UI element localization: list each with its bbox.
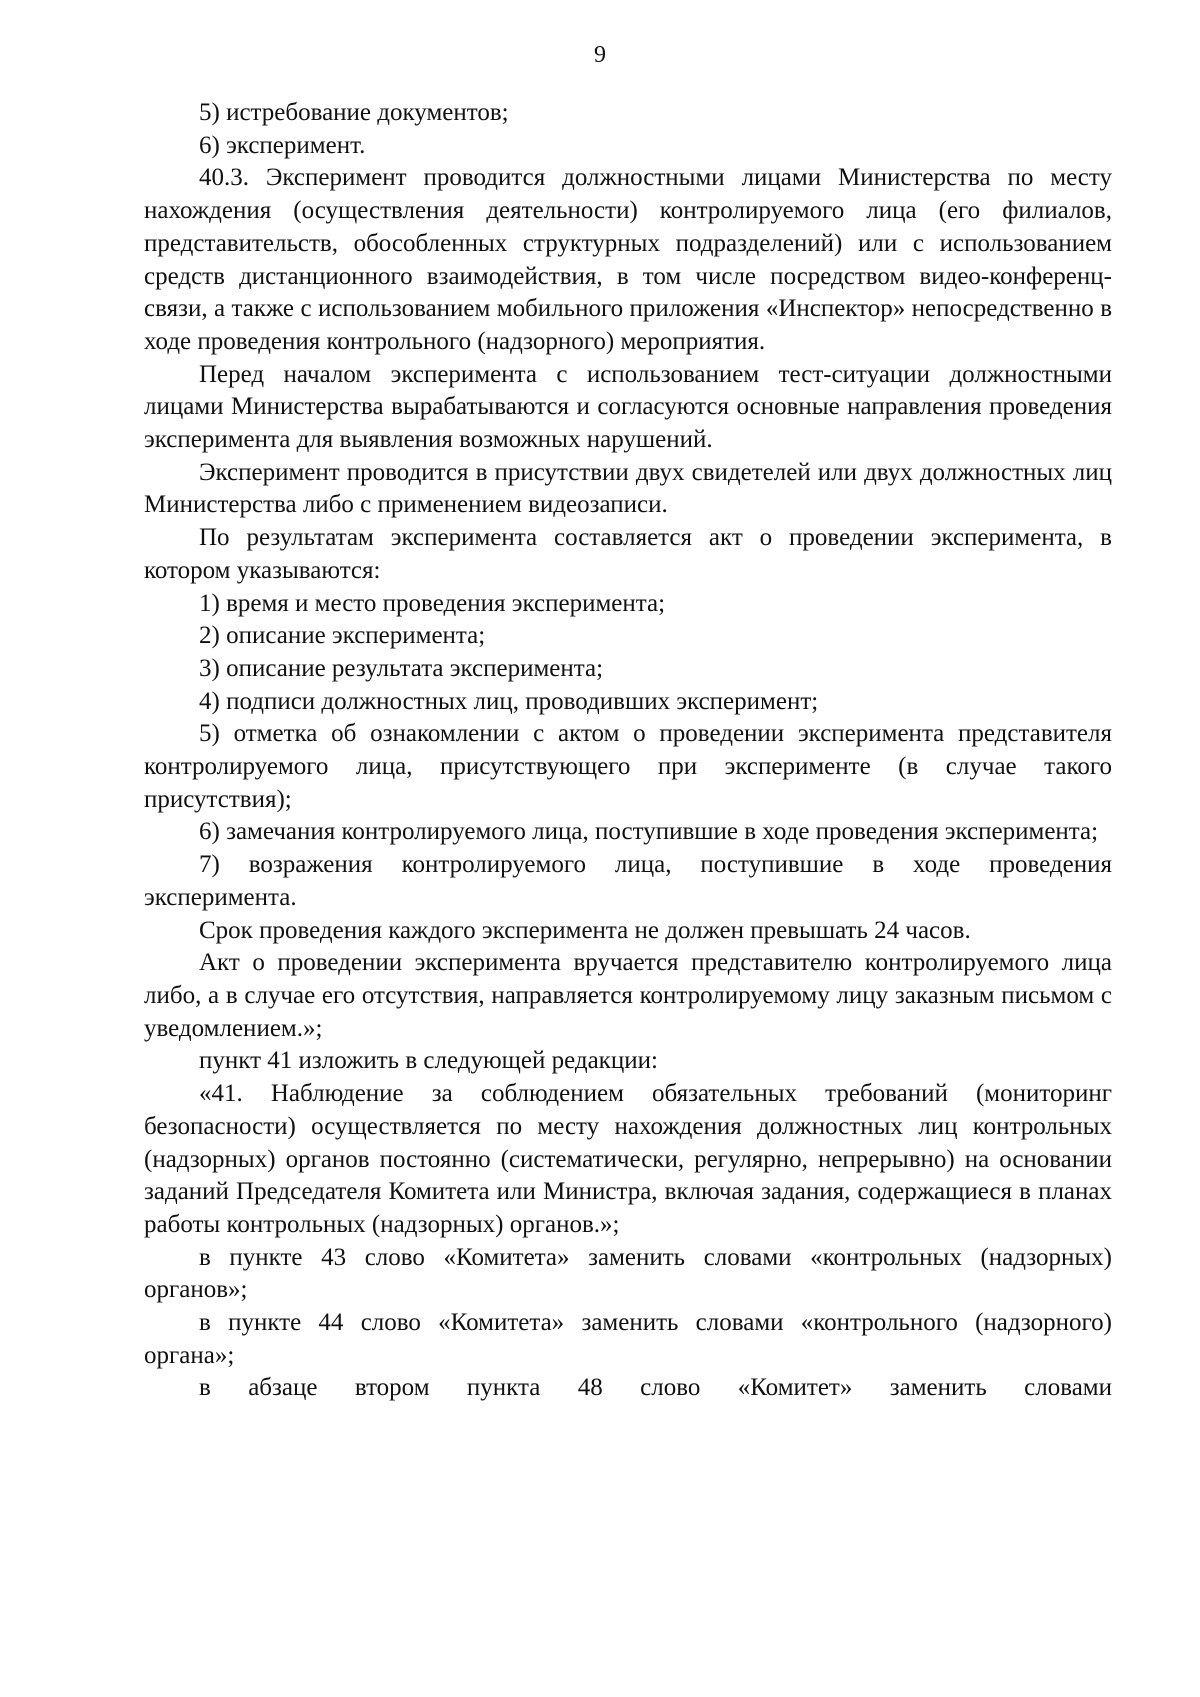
paragraph-clause-41-intro: пункт 41 изложить в следующей редакции: [199,1047,658,1075]
paragraph-act-results: По результатам эксперимента составляется акт о проведении эксперимента, в котором указываются: [144,524,1112,584]
paragraph-duration: Срок проведения каждого эксперимента не должен превышать 24 часов. [199,916,971,944]
paragraph-item-5: 5) истребование документов; [199,99,509,126]
paragraph-item-6: 6) эксперимент. [199,131,366,159]
paragraph-act-item-1: 1) время и место проведения эксперимента; [199,589,666,617]
paragraph-act-item-2: 2) описание эксперимента; [199,622,486,650]
paragraph-clause-43: в пункте 43 слово «Комитета» заменить словами «контрольных (надзорных) органов»; [144,1243,1112,1304]
paragraph-clause-40-3: 40.3. Эксперимент проводится должностными лицами Министерства по месту нахождения (осуществления деятельности) контролируемого лица (его филиалов, представительств, обособленных структурных подразделений) или с использованием средств дистанционного взаимодействия, в том числе посредством видео-конференц-связи, а также с использованием мобильного приложения «Инспектор» непосредственно в ходе проведения контрольного (надзорного) мероприятия. [144,164,1112,355]
paragraph-act-item-3: 3) описание результата эксперимента; [199,654,604,682]
paragraph-clause-41: «41. Наблюдение за соблюдением обязательных требований (мониторинг безопасности) осуществляется по месту нахождения должностных лиц контрольных (надзорных) органов постоянно (систематически, регулярно, непрерывно) на основании заданий Председателя Комитета или Министра, включая задания, содержащиеся в планах работы контрольных (надзорных) органов.»; [144,1080,1112,1238]
paragraph-act-delivery: Акт о проведении эксперимента вручается представителю контролируемого лица либо, а в случае его отсутствия, направляется контролируемому лицу заказным письмом с уведомлением.»; [144,949,1112,1042]
paragraph-before-experiment: Перед началом эксперимента с использованием тест-ситуации должностными лицами Министерства вырабатываются и согласуются основные направления проведения эксперимента для выявления возможных нарушений. [144,360,1112,454]
paragraph-witnesses: Эксперимент проводится в присутствии двух свидетелей или двух должностных лиц Министерства либо с применением видеозаписи. [144,458,1112,519]
paragraph-act-item-4: 4) подписи должностных лиц, проводивших эксперимент; [199,687,819,715]
page-number: 9 [594,42,606,68]
paragraph-clause-44: в пункте 44 слово «Комитета» заменить словами «контрольного (надзорного) органа»; [144,1309,1112,1369]
document-body [144,97,1112,1405]
paragraph-act-item-5: 5) отметка об ознакомлении с актом о проведении эксперимента представителя контролируемого лица, присутствующего при эксперименте (в случае такого присутствия); [144,720,1112,813]
paragraph-clause-48: в абзаце втором пункта 48 слово «Комитет» заменить словами [199,1374,1112,1402]
paragraph-act-item-6: 6) замечания контролируемого лица, поступившие в ходе проведения эксперимента; [199,818,1099,846]
paragraph-act-item-7: 7) возражения контролируемого лица, поступившие в ходе проведения эксперимента. [144,851,1112,911]
